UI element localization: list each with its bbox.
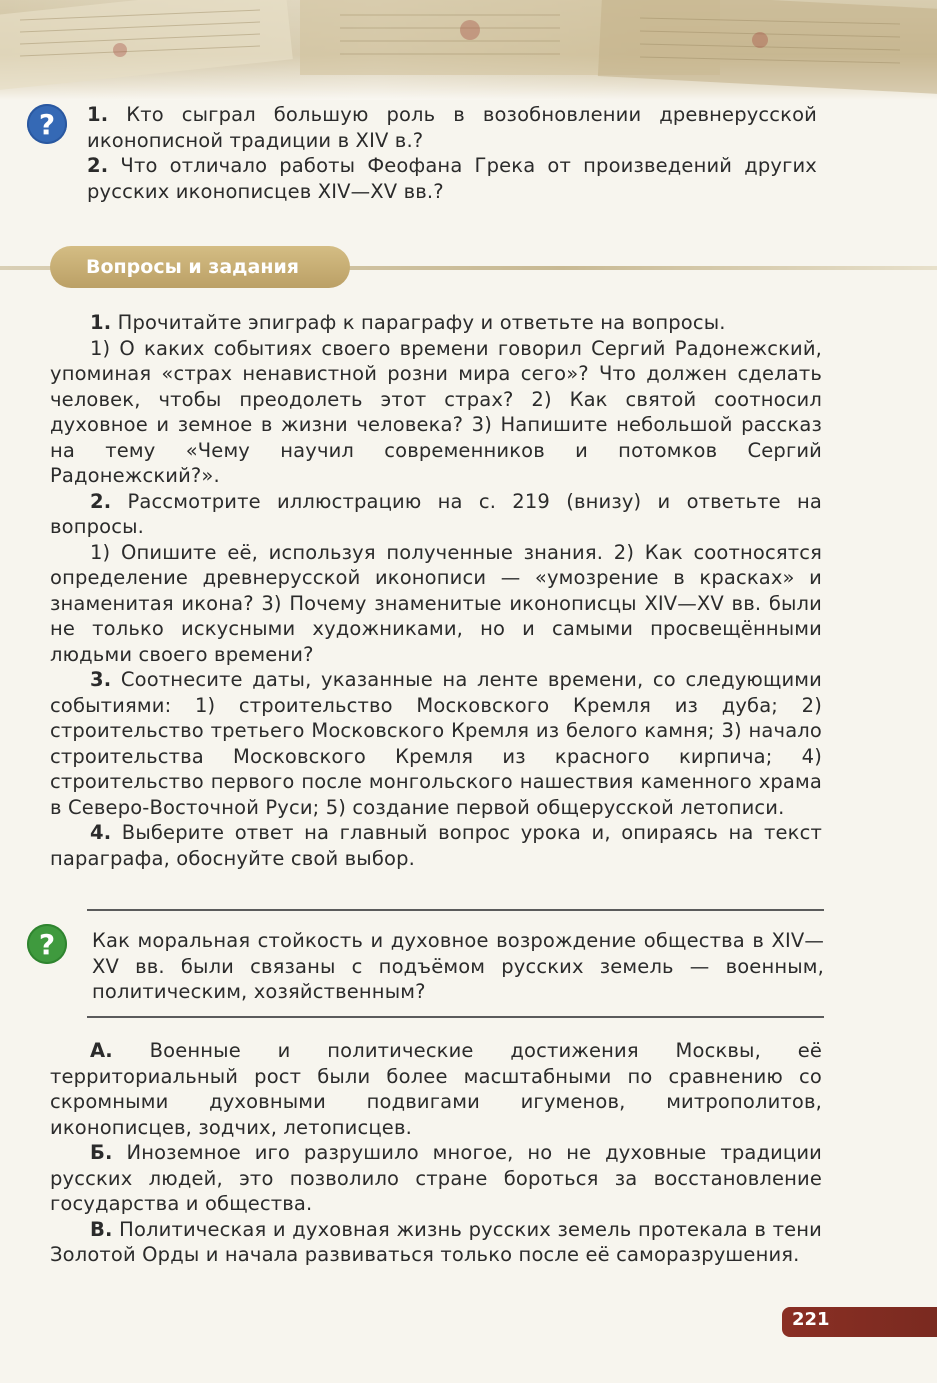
task-text: Рассмотрите иллюстрацию на с. 219 (внизу) и ответьте на вопросы. — [50, 489, 822, 538]
answer-text: Иноземное иго разрушило многое, но не духовные традиции русских людей, это позволило стране бороться за восстановление государства и общества. — [50, 1141, 822, 1215]
task-subitems — [50, 336, 822, 489]
task-text: Выберите ответ на главный вопрос урока и, опираясь на текст параграфа, обоснуйте свой выбор. — [50, 821, 822, 870]
task-number: 2. — [90, 489, 112, 513]
main-question — [92, 928, 824, 1005]
task-item — [50, 489, 822, 540]
task-number: 4. — [90, 821, 112, 844]
question-icon-green: ? — [27, 924, 67, 964]
answer-options — [50, 1038, 822, 1268]
paragraph-questions — [87, 102, 817, 204]
divider-top — [87, 909, 824, 911]
task-item — [50, 820, 822, 871]
task-item — [50, 310, 822, 336]
task-number: 1. — [90, 311, 112, 334]
question-item — [87, 153, 817, 204]
question-icon-blue: ? — [27, 104, 67, 144]
tasks-list — [50, 310, 822, 871]
task-text: 1) О каких событиях своего времени говорил Сергий Радонежский, упоминая «страх ненавистной розни мира сего»? Что должен сделать человек, чтобы преодолеть этот страх? 2) Как святой соотносил духовное и земное в жизни человека? 3) Напишите небольшой рассказ на тему «Чему научил современников и потомков Сергий Радонежский?». — [50, 336, 822, 487]
task-text: Соотнесите даты, указанные на ленте времени, со следующими событиями: 1) строительство Московского Кремля из дуба; 2) строительство третьего Московского Кремля из белого камня; 3) начало строительства Московского Кремля из красного кирпича; 4) строительство первого после монгольского нашествия каменного храма в Северо-Восточной Руси; 5) создание первой общерусской летописи. — [50, 668, 822, 819]
question-text: Кто сыграл большую роль в возобновлении древнерусской иконописной традиции в XIV в.? — [87, 103, 817, 152]
answer-option — [50, 1038, 822, 1140]
answer-option — [50, 1217, 822, 1268]
answer-text: Политическая и духовная жизнь русских земель протекала в тени Золотой Орды и начала развиваться только после её саморазрушения. — [50, 1217, 822, 1266]
answer-option — [50, 1140, 822, 1217]
answer-text: Военные и политические достижения Москвы, её территориальный рост были более масштабными по сравнению со скромными духовными подвигами игуменов, митрополитов, иконописцев, зодчих, летописцев. — [50, 1039, 823, 1139]
question-item — [87, 102, 817, 153]
answer-letter: Б. — [90, 1141, 113, 1164]
answer-letter: А. — [90, 1039, 113, 1062]
header-illustration — [0, 0, 937, 100]
task-subitems — [50, 540, 822, 668]
page-number: 221 — [792, 1309, 830, 1330]
divider-bottom — [87, 1016, 824, 1018]
question-number: 1. — [87, 103, 109, 126]
answer-letter: В. — [90, 1217, 113, 1241]
question-number: 2. — [87, 154, 109, 177]
task-number: 3. — [90, 668, 112, 691]
task-item — [50, 667, 822, 820]
question-text: Что отличало работы Феофана Грека от произведений других русских иконописцев XIV—XV вв.? — [87, 154, 817, 203]
task-text: Прочитайте эпиграф к параграфу и ответьте на вопросы. — [117, 311, 726, 334]
section-title: Вопросы и задания — [50, 246, 350, 288]
main-question-text: Как моральная стойкость и духовное возрождение общества в XIV—XV вв. были связаны с подъёмом русских земель — военным, политическим, хозяйственным? — [92, 929, 824, 1003]
task-text: 1) Опишите её, используя полученные знания. 2) Как соотносятся определение древнерусской иконописи — «умозрение в красках» и знаменитая икона? 3) Почему знаменитые иконописцы XIV—XV вв. были не только искусными художниками, но и самыми просвещёнными людьми своего времени? — [50, 540, 822, 666]
